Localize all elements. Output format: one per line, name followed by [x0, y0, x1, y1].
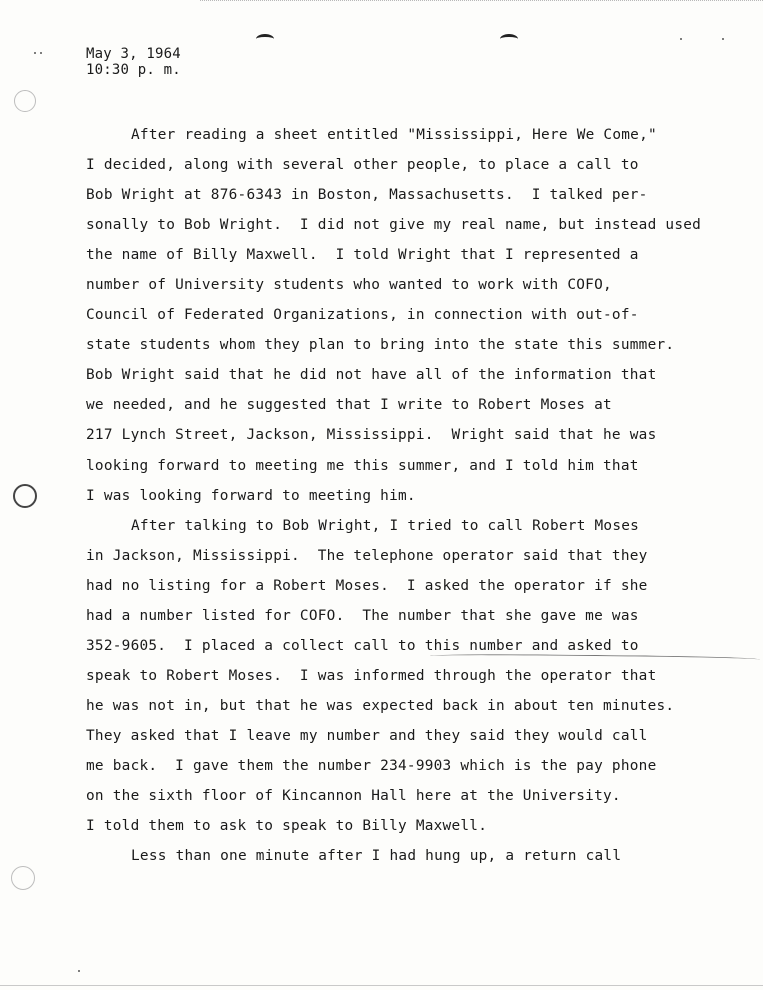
punch-hole-top [14, 90, 36, 112]
body-line: had no listing for a Robert Moses. I asked the operator if she [86, 577, 648, 594]
body-line: in Jackson, Mississippi. The telephone operator said that they [86, 547, 648, 564]
body-line: After talking to Bob Wright, I tried to call Robert Moses [131, 517, 640, 534]
body-line: number of University students who wanted to work with COFO, [86, 277, 612, 294]
body-line: I was looking forward to meeting him. [86, 487, 416, 504]
speck [722, 38, 724, 40]
body-line: sonally to Bob Wright. I did not give my real name, but instead used [86, 217, 702, 234]
top-edge-dots [200, 0, 763, 3]
body-line: speak to Robert Moses. I was informed through the operator that [86, 667, 657, 684]
header-date: May 3, 1964 [86, 46, 181, 62]
speck [34, 52, 36, 54]
body-line: Bob Wright at 876-6343 in Boston, Massachusetts. I talked per- [86, 187, 648, 204]
body-line: the name of Billy Maxwell. I told Wright that I represented a [86, 247, 639, 264]
body-line: on the sixth floor of Kincannon Hall here at the University. [86, 788, 621, 805]
body-line: Less than one minute after I had hung up, a return call [131, 848, 622, 865]
body-line: had a number listed for COFO. The number that she gave me was [86, 607, 639, 624]
body-line: They asked that I leave my number and they said they would call [86, 727, 648, 744]
body-line: 217 Lynch Street, Jackson, Mississippi. Wright said that he was [86, 427, 657, 444]
clip-mark-left [256, 34, 274, 44]
body-line: Bob Wright said that he did not have all of the information that [86, 367, 657, 384]
document-body [0, 120, 763, 871]
clip-mark-right [500, 34, 518, 44]
body-line: Council of Federated Organizations, in connection with out-of- [86, 307, 639, 324]
body-line: I decided, along with several other people, to place a call to [86, 157, 639, 174]
body-line: me back. I gave them the number 234-9903 which is the pay phone [86, 757, 657, 774]
document-header [86, 46, 181, 78]
bottom-edge-line [0, 985, 763, 986]
body-line: After reading a sheet entitled "Mississippi, Here We Come," [131, 127, 657, 143]
body-line: I told them to ask to speak to Billy Maxwell. [86, 818, 488, 835]
body-line: he was not in, but that he was expected back in about ten minutes. [86, 697, 675, 714]
body-line: we needed, and he suggested that I write to Robert Moses at [86, 397, 612, 414]
header-time: 10:30 p. m. [86, 62, 181, 78]
speck [78, 970, 80, 972]
body-line: looking forward to meeting me this summer, and I told him that [86, 457, 639, 474]
speck [40, 52, 42, 54]
body-line: state students whom they plan to bring into the state this summer. [86, 337, 675, 354]
body-line: 352-9605. I placed a collect call to this number and asked to [86, 637, 639, 654]
speck [680, 38, 682, 40]
